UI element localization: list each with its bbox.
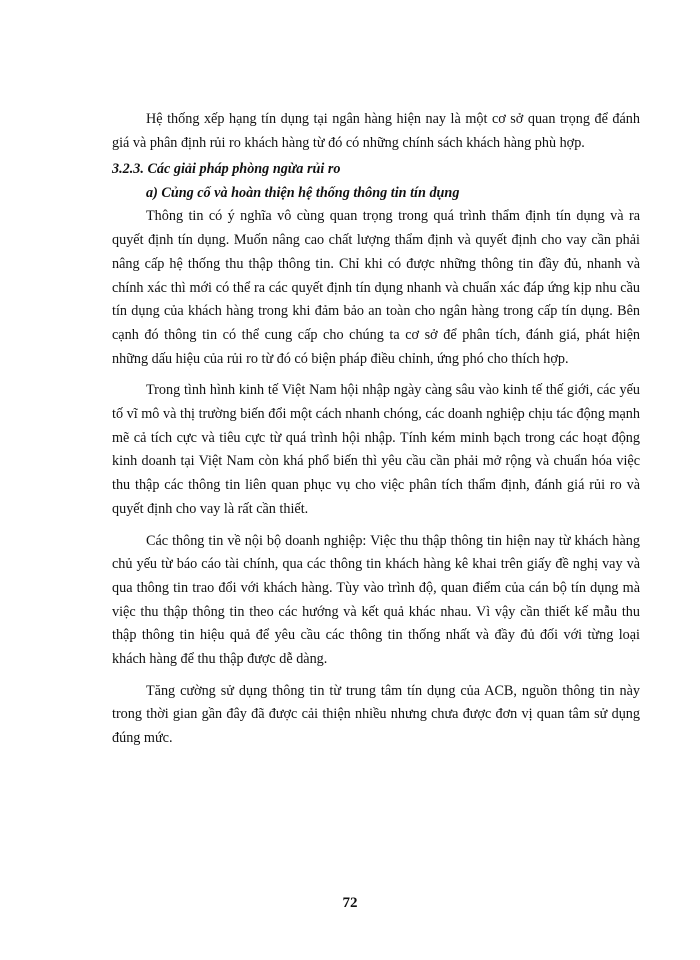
document-body <box>112 108 640 751</box>
page-number: 72 <box>342 895 358 911</box>
section-heading: 3.2.3. Các giải pháp phòng ngừa rủi ro <box>112 161 341 178</box>
body-paragraph-2: Trong tình hình kinh tế Việt Nam hội nhập ngày càng sâu vào kinh tế thế giới, các yếu tố vĩ mô và thị trường biến đổi một cách nhanh chóng, các doanh nghiệp chịu tác động mạnh mẽ cả tích cực và tiêu cực từ quá trình hội nhập. Tính kém minh bạch trong các hoạt động kinh doanh tại Việt Nam còn khá phổ biến thì yêu cầu cần phải mở rộng và chuẩn hóa việc thu thập các thông tin liên quan phục vụ cho việc phân tích thẩm định, đánh giá rủi ro và quyết định cho vay là rất cần thiết. <box>112 382 640 517</box>
body-paragraph-4: Tăng cường sử dụng thông tin từ trung tâm tín dụng của ACB, nguồn thông tin này trong thời gian gần đây đã được cải thiện nhiều nhưng chưa được đơn vị quan tâm sử dụng đúng mức. <box>112 682 640 747</box>
subsection-heading: a) Củng cố và hoàn thiện hệ thống thông tin tín dụng <box>146 185 460 202</box>
body-paragraph-3: Các thông tin về nội bộ doanh nghiệp: Việc thu thập thông tin hiện nay từ khách hàng chủ yếu từ báo cáo tài chính, qua các thông tin khách hàng kê khai trên giấy đề nghị vay và qua thông tin trao đổi với khách hàng. Tùy vào trình độ, quan điểm của cán bộ tín dụng mà việc thu thập thông tin theo các hướng và kết quả khác nhau. Vì vậy cần thiết kế mẫu thu thập thông tin hiệu quả để yêu cầu các thông tin thống nhất và đầy đủ đối với từng loại khách hàng để thu thập được dễ dàng. <box>112 532 640 668</box>
body-paragraph-1: Thông tin có ý nghĩa vô cùng quan trọng trong quá trình thẩm định tín dụng và ra quyết định tín dụng. Muốn nâng cao chất lượng thẩm định và quyết định cho vay cần phải nâng cấp hệ thống thu thập thông tin. Chỉ khi có được những thông tin đầy đủ, nhanh và chính xác thì mới có thể ra các quyết định tín dụng nhanh và chuẩn xác đáp ứng kịp nhu cầu tín dụng của khách hàng trong khi đảm bảo an toàn cho ngân hàng trong cấp tín dụng. Bên cạnh đó thông tin có thể cung cấp cho chúng ta cơ sở để phân tích, đánh giá, phát hiện những dấu hiệu của rủi ro từ đó có biện pháp điều chỉnh, ứng phó cho thích hợp. <box>112 208 640 367</box>
intro-paragraph: Hệ thống xếp hạng tín dụng tại ngân hàng hiện nay là một cơ sở quan trọng để đánh giá và phân định rủi ro khách hàng từ đó có những chính sách khách hàng phù hợp. <box>112 111 640 151</box>
